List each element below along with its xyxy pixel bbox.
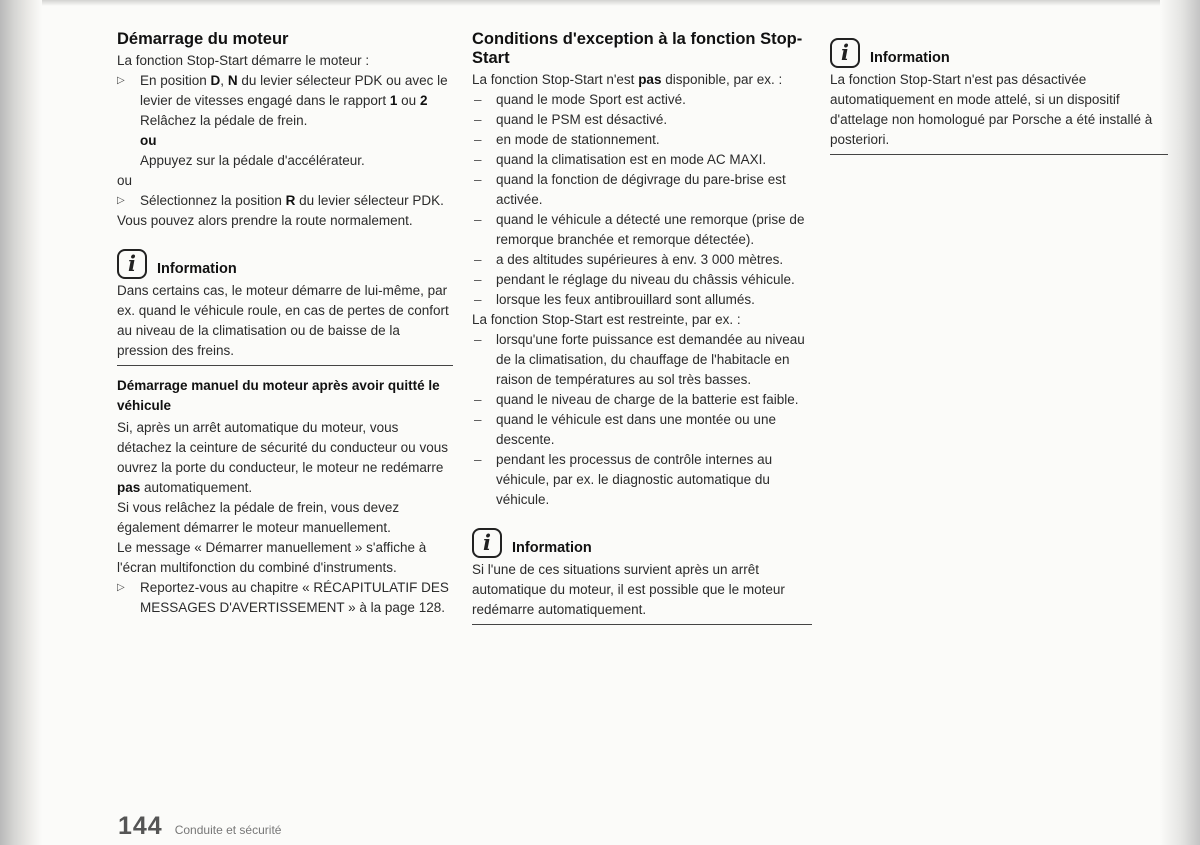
list-item: – pendant les processus de contrôle internes au véhicule, par ex. le diagnostic automatique du véhicule. (472, 450, 812, 510)
page-footer (118, 812, 281, 841)
list-item: – quand la fonction de dégivrage du pare-brise est activée. (472, 170, 812, 210)
instruction-step-1 (117, 71, 453, 111)
step3-text: Reportez-vous au chapitre « RÉCAPITULATIF DES MESSAGES D'AVERTISSEMENT » à la page 128. (140, 580, 449, 615)
or-text: ou (117, 173, 133, 188)
column-right (830, 30, 1168, 155)
page-binding-shadow (0, 0, 42, 845)
or-bold-text: ou (140, 133, 157, 148)
divider (472, 624, 812, 625)
intro-post: disponible, par ex. : (661, 72, 783, 87)
gear-D: D (210, 73, 221, 88)
info-title: Information (870, 50, 950, 66)
list-item: – a des altitudes supérieures à env. 3 000 mètres. (472, 250, 812, 270)
list-item: – lorsque les feux antibrouillard sont allumés. (472, 290, 812, 310)
step2-text-post: du levier sélecteur PDK. (295, 193, 444, 208)
info-title: Information (512, 540, 592, 556)
gear-1: 1 (389, 93, 398, 108)
divider (830, 154, 1168, 155)
list-item: – quand le PSM est désactivé. (472, 110, 812, 130)
closing-text: Vous pouvez alors prendre la route normalement. (117, 213, 413, 228)
heading-exceptions: Conditions d'exception à la fonction Stop-Start (472, 30, 803, 67)
heading-manual-start: Démarrage manuel du moteur après avoir quitté le véhicule (117, 378, 440, 413)
p1-pas: pas (117, 480, 141, 495)
step1-text-or: ou (397, 93, 420, 108)
gear-2: 2 (419, 93, 428, 108)
step-arrow-icon: ▷ (117, 582, 125, 593)
intro-restricted: La fonction Stop-Start est restreinte, par ex. : (472, 312, 741, 327)
list-item: – quand le véhicule a détecté une remorque (prise de remorque branchée et remorque détectée). (472, 210, 812, 250)
manual-start-paragraph-1 (117, 418, 453, 498)
list-item: – quand le mode Sport est activé. (472, 90, 812, 110)
info-text: Dans certains cas, le moteur démarre de lui-même, par ex. quand le véhicule roule, en cas de pertes de confort au niveau de la climatisation ou de baisse de la pression des freins. (117, 283, 449, 358)
info-box-header (830, 30, 1168, 68)
manual-start-paragraph-3: Le message « Démarrer manuellement » s'affiche à l'écran multifonction du combiné d'instruments. (117, 540, 427, 575)
instruction-step-2 (117, 191, 453, 211)
column-left (117, 30, 453, 618)
or-bold (117, 131, 453, 151)
list-item: – en mode de stationnement. (472, 130, 812, 150)
step1-text-pre: En position (140, 73, 211, 88)
info-icon: i (472, 528, 502, 558)
page-top-edge (0, 0, 1200, 6)
section-name: Conduite et sécurité (174, 823, 282, 837)
step-arrow-icon: ▷ (117, 75, 125, 86)
info-text: Si l'une de ces situations survient après un arrêt automatique du moteur, il est possible que le moteur redémarre automatiquement. (472, 562, 785, 617)
step-arrow-icon: ▷ (117, 195, 125, 206)
restricted-list (472, 330, 812, 510)
intro-pas: pas (638, 72, 662, 87)
gear-R: R (285, 193, 296, 208)
p1-post: automatiquement. (140, 480, 253, 495)
page-number: 144 (118, 812, 163, 840)
manual-start-paragraph-2: Si vous relâchez la pédale de frein, vous devez également démarrer le moteur manuellement. (117, 500, 400, 535)
list-item: – quand le niveau de charge de la batterie est faible. (472, 390, 812, 410)
info-icon: i (830, 38, 860, 68)
release-brake-text: Relâchez la pédale de frein. (140, 113, 308, 128)
unavailable-list (472, 90, 812, 310)
step1-text-mid: du levier sélecteur PDK ou avec le levier de vitesses engagé dans le rapport (140, 73, 448, 108)
info-icon: i (117, 249, 147, 279)
intro-not-available (472, 70, 812, 90)
p1-pre: Si, après un arrêt automatique du moteur, vous détachez la ceinture de sécurité du conducteur ou vous ouvrez la porte du conducteur, le moteur ne redémarre (117, 420, 448, 475)
press-accelerator-text: Appuyez sur la pédale d'accélérateur. (140, 153, 365, 168)
divider (117, 365, 453, 366)
list-item: – quand la climatisation est en mode AC MAXI. (472, 150, 812, 170)
list-item: – quand le véhicule est dans une montée ou une descente. (472, 410, 812, 450)
info-box-header (117, 241, 453, 279)
list-item: – lorsqu'une forte puissance est demandée au niveau de la climatisation, du chauffage de l'habitacle en raison de températures au sol très basses. (472, 330, 812, 390)
info-text: La fonction Stop-Start n'est pas désactivée automatiquement en mode attelé, si un dispositif d'attelage non homologué par Porsche a été installé à posteriori. (830, 72, 1153, 147)
info-box-header (472, 520, 812, 558)
instruction-step-3 (117, 578, 453, 618)
step2-text-pre: Sélectionnez la position (140, 193, 286, 208)
step1-comma: , (220, 73, 228, 88)
heading-engine-start: Démarrage du moteur (117, 30, 289, 48)
column-middle (472, 30, 812, 625)
info-title: Information (157, 261, 237, 277)
list-item: – pendant le réglage du niveau du châssis véhicule. (472, 270, 812, 290)
gear-N: N (227, 73, 238, 88)
intro-pre: La fonction Stop-Start n'est (472, 72, 639, 87)
intro-text: La fonction Stop-Start démarre le moteur : (117, 53, 370, 68)
